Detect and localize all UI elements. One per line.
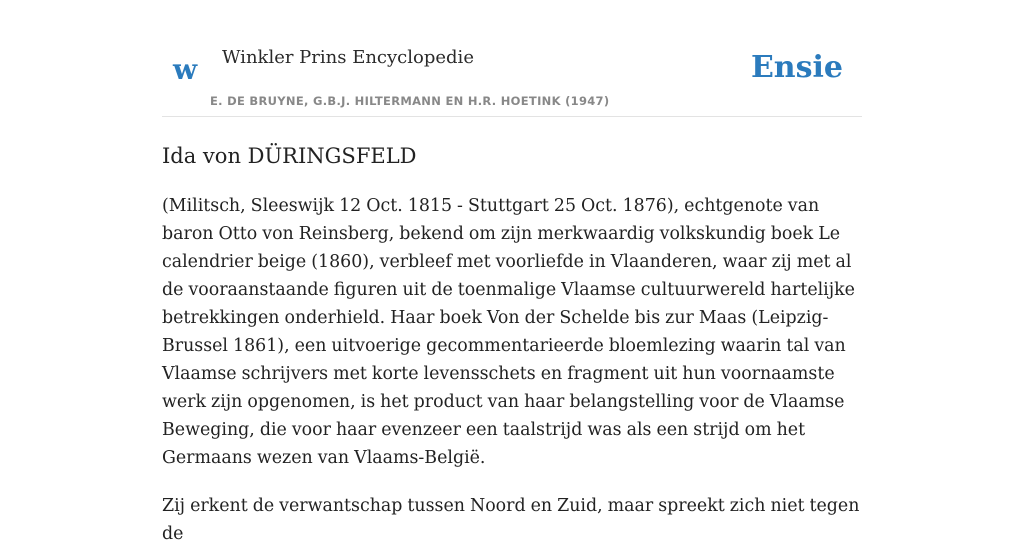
page: [162, 0, 862, 548]
site-header: [162, 0, 862, 117]
winkler-prins-w-icon[interactable]: w: [173, 53, 198, 86]
article-paragraph: Zij erkent de verwantschap tussen Noord en Zuid, maar spreekt zich niet tegen de: [162, 496, 860, 544]
article-paragraph: (Militsch, Sleeswijk 12 Oct. 1815 - Stuttgart 25 Oct. 1876), echtgenote van baron Otto von Reinsberg, bekend om zijn merkwaardig volkskundig boek Le calendrier beige (1860), verbleef met voorliefde in Vlaanderen, waar zij met al de vooraanstaande figuren uit de toenmalige Vlaamse cultuurwereld hartelijke betrekkingen onderhield. Haar boek Von der Schelde bis zur Maas (Leipzig-Brussel 1861), een uitvoerige gecommentarieerde bloemlezing waarin tal van Vlaamse schrijvers met korte levensschets en fragment uit hun voornaamste werk zijn opgenomen, is het product van haar belangstelling voor de Vlaamse Beweging, die voor haar evenzeer een taalstrijd was als een strijd om het Germaans wezen van Vlaams-België.: [162, 196, 855, 468]
publication-authors: E. DE BRUYNE, G.B.J. HILTERMANN EN H.R. HOETINK (1947): [210, 94, 610, 108]
publication-title-link[interactable]: Winkler Prins Encyclopedie: [222, 47, 474, 68]
ensie-logo[interactable]: Ensie: [750, 50, 843, 85]
article-title: Ida von DÜRINGSFELD: [162, 144, 417, 168]
